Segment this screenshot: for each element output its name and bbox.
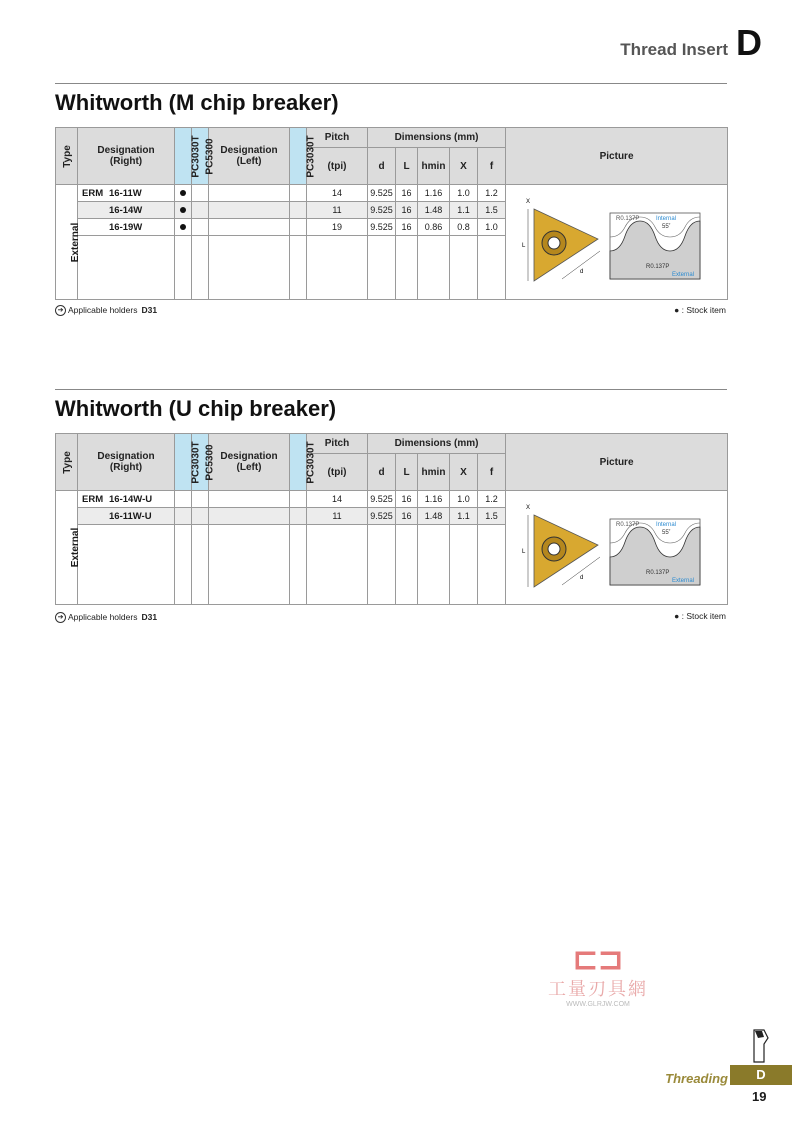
table-row <box>56 491 728 508</box>
designation-cell: 16-19W <box>78 219 175 236</box>
svg-text:X: X <box>525 199 530 205</box>
svg-text:X: X <box>525 504 530 511</box>
tpi-cell: 11 <box>307 202 368 219</box>
spec-table <box>55 433 728 605</box>
d-cell: 9.525 <box>368 185 396 202</box>
arrow-circle-icon: ➔ <box>55 305 66 316</box>
f-cell: 1.5 <box>478 508 506 525</box>
hmin-cell: 1.48 <box>418 202 450 219</box>
insert-icon <box>522 505 600 587</box>
col-designation-left: Designation (Left) <box>209 434 290 491</box>
designation-cell: 16-14W <box>78 202 175 219</box>
col-dimensions: Dimensions (mm) <box>368 434 506 454</box>
section-title: Whitworth (U chip breaker) <box>55 396 337 421</box>
table-row <box>56 185 728 202</box>
stock-cell <box>175 185 192 202</box>
col-X: X <box>450 148 478 185</box>
d-cell: 9.525 <box>368 202 396 219</box>
insert-drawing <box>512 497 722 597</box>
type-cell: External <box>56 491 78 605</box>
col-dimensions: Dimensions (mm) <box>368 128 506 148</box>
col-hmin: hmin <box>418 454 450 491</box>
watermark-url: WWW.GLRJW.COM <box>566 1001 630 1008</box>
chapter-label: Threading <box>665 1071 728 1086</box>
col-d: d <box>368 148 396 185</box>
type-cell: External <box>56 185 78 300</box>
col-L: L <box>396 148 418 185</box>
chapter-tab: D <box>730 1065 792 1085</box>
hmin-cell: 0.86 <box>418 219 450 236</box>
page-number: 19 <box>752 1089 767 1104</box>
col-picture: Picture <box>506 434 728 491</box>
tpi-cell: 11 <box>307 508 368 525</box>
spec-table <box>55 127 728 300</box>
col-grade-pc3030t: PC3030T <box>175 434 192 491</box>
svg-text:L: L <box>521 243 525 249</box>
header-section-letter: D <box>736 22 762 63</box>
tpi-cell: 14 <box>307 491 368 508</box>
col-pitch: Pitch <box>307 434 368 454</box>
insert-picture <box>506 185 728 300</box>
col-tpi: (tpi) <box>307 454 368 491</box>
L-cell: 16 <box>396 219 418 236</box>
col-hmin: hmin <box>418 148 450 185</box>
d-cell: 9.525 <box>368 491 396 508</box>
col-grade-pc5300: PC5300 <box>192 434 209 491</box>
col-grade-left-pc3030t: PC3030T <box>290 434 307 491</box>
tpi-cell: 14 <box>307 185 368 202</box>
col-designation-left: Designation (Left) <box>209 128 290 185</box>
svg-text:L: L <box>521 548 525 555</box>
d-cell: 9.525 <box>368 219 396 236</box>
col-type: Type <box>56 434 78 491</box>
tpi-cell: 19 <box>307 219 368 236</box>
designation-cell: 16-11W-U <box>78 508 175 525</box>
stock-dot <box>180 207 186 213</box>
L-cell: 16 <box>396 202 418 219</box>
col-grade-pc5300: PC5300 <box>192 128 209 185</box>
svg-text:R0.137P: R0.137P <box>615 216 639 222</box>
X-cell: 1.0 <box>450 491 478 508</box>
col-designation-right: Designation (Right) <box>78 128 175 185</box>
holders-page-link[interactable]: D31 <box>141 612 158 622</box>
col-pitch: Pitch <box>307 128 368 148</box>
X-cell: 1.1 <box>450 202 478 219</box>
header-title: Thread Insert <box>620 40 728 59</box>
thread-profile-icon <box>610 213 700 279</box>
col-f: f <box>478 148 506 185</box>
hmin-cell: 1.16 <box>418 185 450 202</box>
insert-picture <box>506 491 728 605</box>
stock-cell <box>175 202 192 219</box>
hmin-cell: 1.16 <box>418 491 450 508</box>
stock-cell <box>175 219 192 236</box>
designation-cell: ERM 16-11W <box>78 185 175 202</box>
svg-text:Internal: Internal <box>655 216 676 222</box>
svg-text:External: External <box>671 577 694 584</box>
hmin-cell: 1.48 <box>418 508 450 525</box>
svg-text:R0.137P: R0.137P <box>645 264 669 270</box>
col-L: L <box>396 454 418 491</box>
watermark-name: 工量刃具網 <box>548 979 648 999</box>
col-d: d <box>368 454 396 491</box>
stock-dot <box>180 190 186 196</box>
col-designation-right: Designation (Right) <box>78 434 175 491</box>
svg-text:Internal: Internal <box>655 521 676 528</box>
svg-text:R0.137P: R0.137P <box>615 521 639 528</box>
stock-legend: ● : Stock item <box>674 305 726 315</box>
svg-text:R0.137P: R0.137P <box>645 569 669 576</box>
stock-legend: ● : Stock item <box>674 611 726 621</box>
watermark <box>528 945 668 1008</box>
watermark-logo-icon: ⊏⊐ <box>572 943 624 976</box>
col-tpi: (tpi) <box>307 148 368 185</box>
f-cell: 1.0 <box>478 219 506 236</box>
stock-dot <box>180 224 186 230</box>
section-title: Whitworth (M chip breaker) <box>55 90 339 115</box>
L-cell: 16 <box>396 508 418 525</box>
d-cell: 9.525 <box>368 508 396 525</box>
svg-text:External: External <box>671 272 694 278</box>
f-cell: 1.2 <box>478 185 506 202</box>
X-cell: 1.1 <box>450 508 478 525</box>
svg-text:d: d <box>579 574 583 581</box>
col-type: Type <box>56 128 78 185</box>
col-grade-pc3030t: PC3030T <box>175 128 192 185</box>
svg-text:55˚: 55˚ <box>661 529 671 536</box>
X-cell: 0.8 <box>450 219 478 236</box>
divider <box>55 389 727 390</box>
L-cell: 16 <box>396 491 418 508</box>
insert-drawing <box>512 191 722 291</box>
col-grade-left-pc3030t: PC3030T <box>290 128 307 185</box>
f-cell: 1.2 <box>478 491 506 508</box>
f-cell: 1.5 <box>478 202 506 219</box>
threading-tool-icon <box>750 1028 772 1064</box>
applicable-holders-note: ➔ Applicable holders D31 <box>55 305 157 316</box>
holders-page-link[interactable]: D31 <box>141 305 158 315</box>
svg-text:d: d <box>579 269 583 275</box>
svg-text:55˚: 55˚ <box>661 224 671 230</box>
L-cell: 16 <box>396 185 418 202</box>
divider <box>55 83 727 84</box>
col-picture: Picture <box>506 128 728 185</box>
X-cell: 1.0 <box>450 185 478 202</box>
applicable-holders-note: ➔ Applicable holders D31 <box>55 612 157 623</box>
arrow-circle-icon: ➔ <box>55 612 66 623</box>
designation-cell: ERM 16-14W-U <box>78 491 175 508</box>
insert-icon <box>522 199 600 281</box>
col-X: X <box>450 454 478 491</box>
thread-profile-icon <box>610 519 700 585</box>
col-f: f <box>478 454 506 491</box>
